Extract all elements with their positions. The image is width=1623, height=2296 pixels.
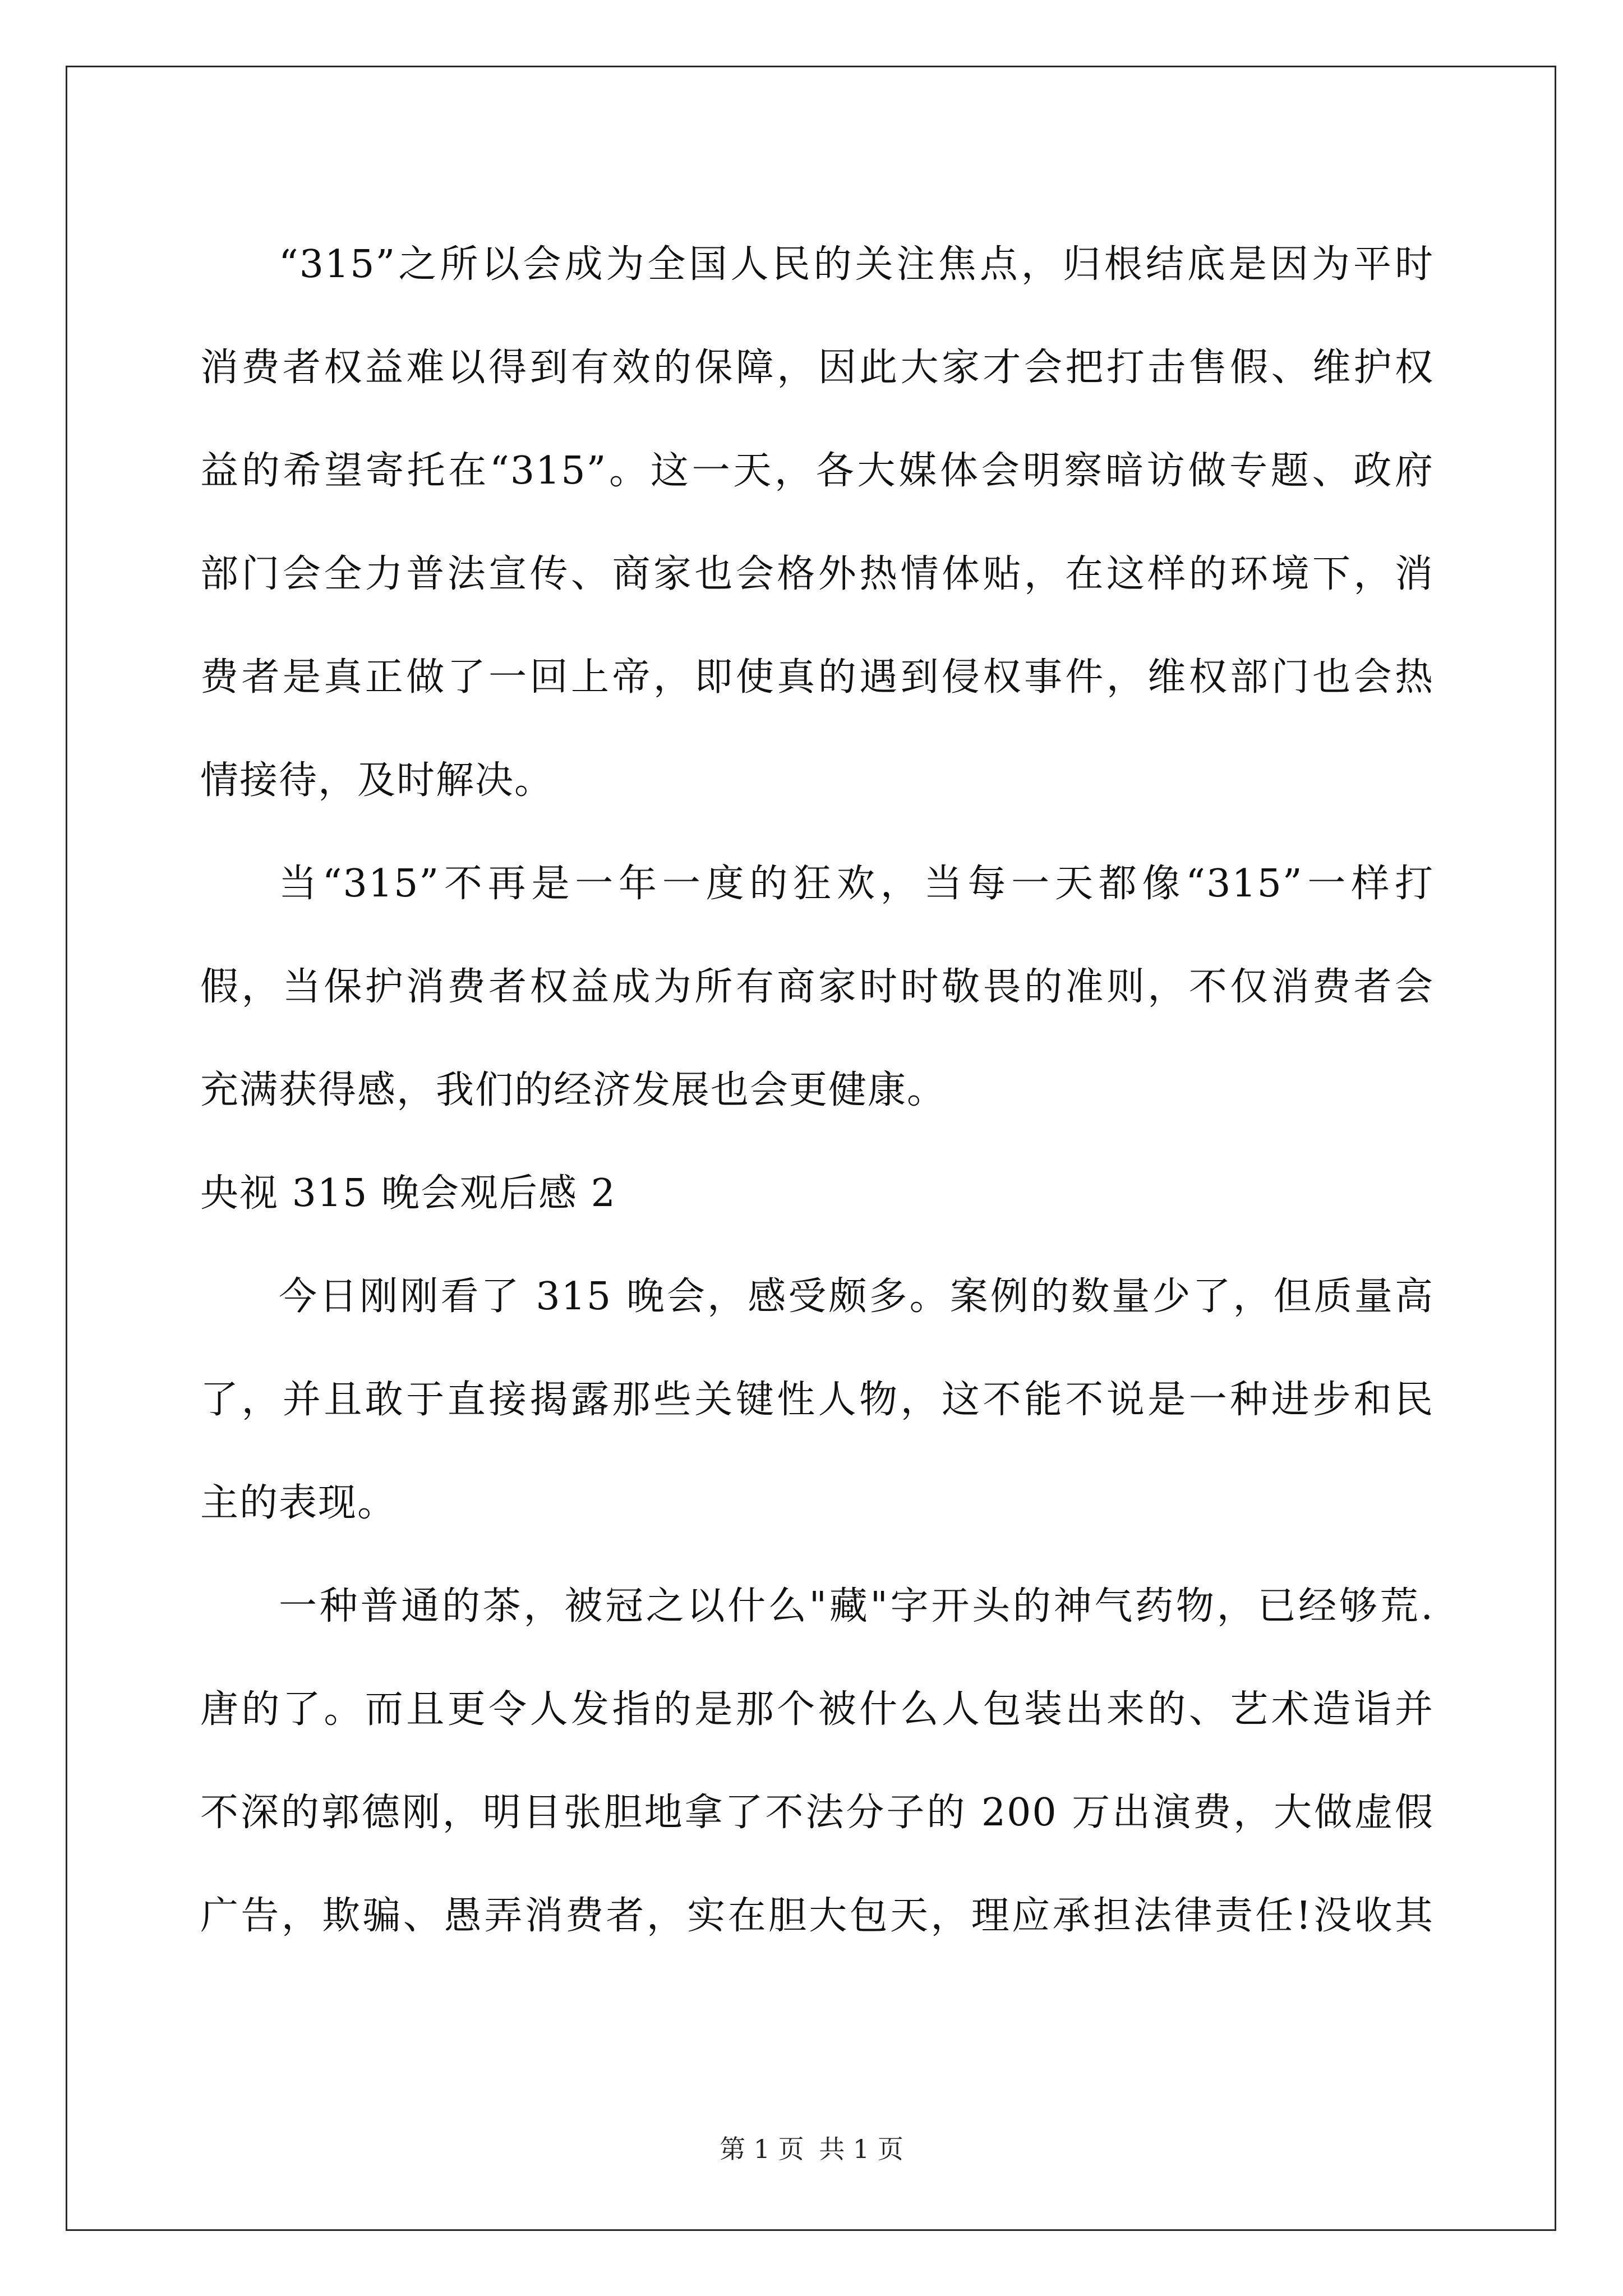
page-number: 第 1 页	[720, 2134, 804, 2164]
text-line: 一种普通的茶，被冠之以什么"藏"字开头的神气药物，已经够荒.	[279, 1584, 1434, 1628]
text-line: 消费者权益难以得到有效的保障，因此大家才会把打击售假、维护权	[200, 346, 1434, 390]
page-footer	[0, 2129, 1623, 2166]
paragraph-4	[200, 1555, 1434, 1968]
paragraph-1	[200, 213, 1434, 832]
text-line: 唐的了。而且更令人发指的是那个被什么人包装出来的、艺术造诣并	[200, 1687, 1434, 1732]
text-line: 费者是真正做了一回上帝，即使真的遇到侵权事件，维权部门也会热	[200, 655, 1434, 700]
paragraph-3	[200, 1245, 1434, 1555]
text-line: 部门会全力普法宣传、商家也会格外热情体贴，在这样的环境下，消	[200, 552, 1434, 596]
paragraph-2	[200, 832, 1434, 1142]
document-body	[200, 213, 1434, 1968]
text-line: 不深的郭德刚，明目张胆地拿了不法分子的 200 万出演费，大做虚假	[200, 1791, 1434, 1835]
text-line: 当“315”不再是一年一度的狂欢，当每一天都像“315”一样打	[279, 862, 1434, 906]
text-line: “315”之所以会成为全国人民的关注焦点，归根结底是因为平时	[279, 242, 1434, 287]
text-line: 益的希望寄托在“315”。这一天，各大媒体会明察暗访做专题、政府	[200, 449, 1434, 493]
text-line: 假，当保护消费者权益成为所有商家时时敬畏的准则，不仅消费者会	[200, 965, 1434, 1009]
text-line: 今日刚刚看了 315 晚会，感受颇多。案例的数量少了，但质量高	[279, 1274, 1434, 1319]
text-line: 广告，欺骗、愚弄消费者，实在胆大包天，理应承担法律责任!没收其	[200, 1894, 1434, 1938]
text-line: 了，并且敢于直接揭露那些关键性人物，这不能不说是一种进步和民	[200, 1378, 1434, 1422]
text-line: 主的表现。	[200, 1481, 397, 1525]
page-total: 共 1 页	[819, 2134, 903, 2164]
text-line: 情接待，及时解决。	[200, 758, 554, 803]
text-line: 充满获得感，我们的经济发展也会更健康。	[200, 1068, 947, 1112]
section-heading: 央视 315 晚会观后感 2	[200, 1171, 616, 1216]
